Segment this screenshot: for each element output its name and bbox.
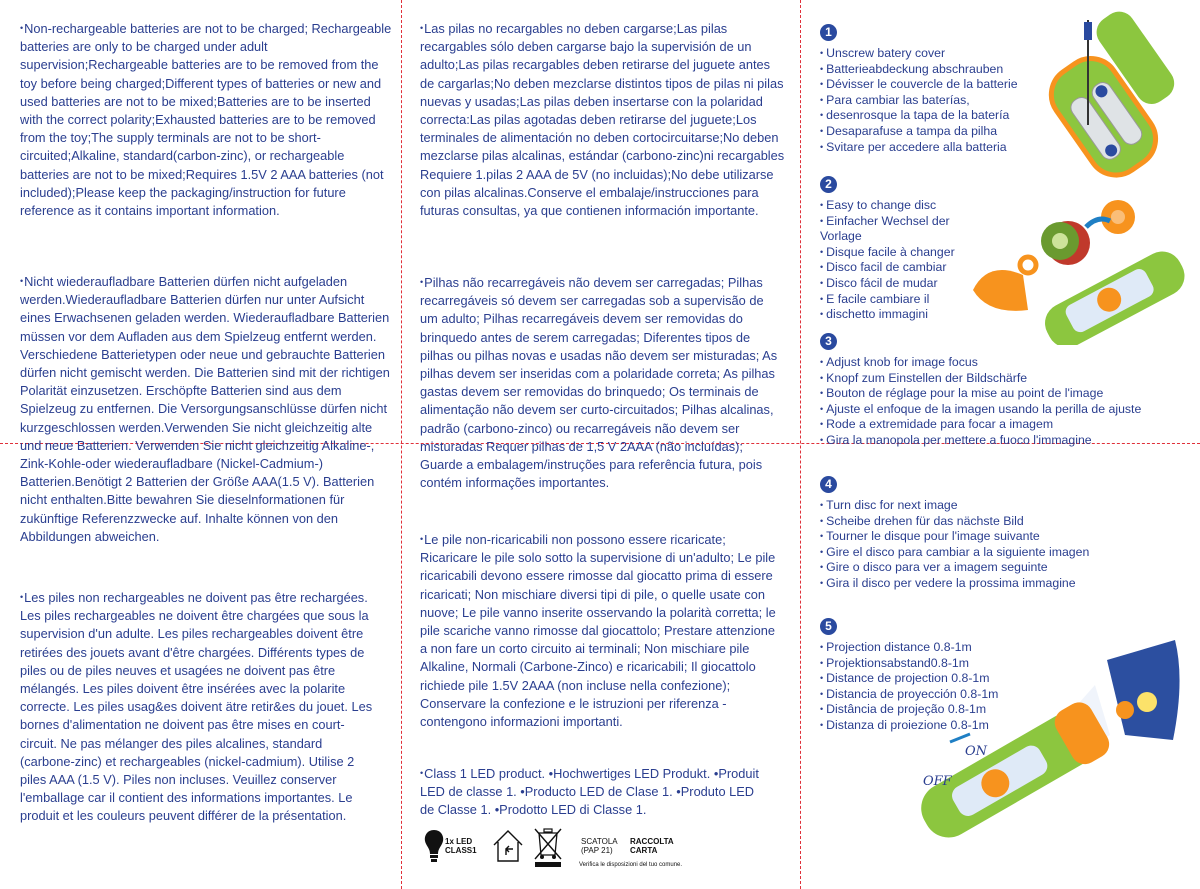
warning-text-de: Nicht wiederaufladbare Batterien dürfen nicht aufgeladen werden.Wiederaufladbare Batterien dürfen nur unter Aufsicht eines Erwachsenen geladen werden. Wiederaufladbare Batterien müssen vor dem Aufladen aus dem Spielzeug entfernt werden. Verschiedene Batterietypen oder neue und gebrauchte Batterien dürfen nicht gemischt werden. Die Batterien sind mit der richtigen Polarität einzusetzen. Erschöpfte Batterien sind aus dem Spielzeug zu entfernen. Die Versorgungsanschlüsse dürfen nicht kurzgeschlossen werden.Verwenden Sie nicht gleichzeitig alte und neue Batterien. Verwenden Sie nicht gleichzeitig Alkaline-, Zink-Kohle-oder wiederaufladbare (Nickel-Cadmium-) Batterien.Benötigt 2 Batterien der Größe AAA(1.5 V). Batterien nicht enthalten.Bitte bewahren Sie dieselnformationen für zukünftige Referenzzwecke auf. Inhalte können von den Abbildungen abweichen.: [20, 274, 390, 544]
step-1-item: • Desaparafuse a tampa da pilha: [820, 124, 1035, 140]
step-2-item: • E facile cambiare il: [820, 292, 970, 308]
step-1-item: • Batterieabdeckung abschrauben: [820, 62, 1035, 78]
step-1-item: • desenrosque la tapa de la batería: [820, 108, 1035, 124]
text-block-fr: [20, 588, 380, 826]
step-3: [820, 333, 1195, 449]
step-number-badge: 4: [820, 476, 837, 493]
bullet-icon: •: [420, 277, 424, 287]
step-5-item: • Distancia de proyección 0.8-1m: [820, 687, 1020, 703]
crossed-bin-icon: [531, 825, 565, 869]
switch-off-label: OFF: [923, 774, 952, 789]
disc-change-illustration: [968, 195, 1193, 345]
torch-battery-illustration: [1030, 10, 1190, 180]
disposal-note: Verifica le disposizioni del tuo comune.: [579, 862, 683, 868]
step-2-item: • Easy to change disc: [820, 198, 970, 214]
step-3-item: • Knopf zum Einstellen der Bildschärfe: [820, 371, 1195, 387]
step-1-item: • Svitare per accedere alla batteria: [820, 140, 1035, 156]
step-number-badge: 1: [820, 24, 837, 41]
step-5-item: • Distanza di proiezione 0.8-1m: [820, 718, 1020, 734]
bullet-icon: •: [20, 23, 24, 33]
step-2: [820, 176, 970, 323]
step-4-item: • Gira il disco per vedere la prossima immagine: [820, 576, 1190, 592]
step-4-item: • Tourner le disque pour l'image suivante: [820, 529, 1190, 545]
step-5-item: • Distância de projeção 0.8-1m: [820, 702, 1020, 718]
step-number-badge: 3: [820, 333, 837, 350]
bullet-icon: •: [420, 534, 424, 544]
warning-text-it: Le pile non-ricaricabili non possono essere ricaricate; Ricaricare le pile solo sotto la supervisione di un'adulto; Le pile ricaricabili devono essere rimosse dal giocatto prima di essere ricaricati; Non mischiare diversi tipi di pile, o quelle usate con nuove; Le pile vanno inserite osservando la polarità corretta; le pile scariche vanno rimosse dal giocattolo; Prestare attenzione a non fare un corto circuito ai terminali; Non mischiare pile Alkaline, Normali (Carbone-Zinco) e ricaricabili; Il giocattolo richiede pile 1.5V 2AAA (non incluse nella confezione); Conservare la confezione e le istruzioni per riferenza - contengono informazioni importanti.: [420, 532, 776, 730]
text-block-pt: [420, 273, 782, 492]
warning-text-fr: Les piles non rechargeables ne doivent pas être rechargées. Les piles rechargeables ne doivent être chargées que sous la supervision d'un adulte. Les piles rechargeables doivent être retirées des jouets avant d'être chargées. Différents types de piles ou de piles neuves et usagées ne doivent pas être mélangés. Les piles doivent être insérées avec la polarite correcte. Les piles usag&es doivent ätre retir&es du jouet. Les bornes d'alimentation ne doivent pas être mises en court-circuit. Ne pas mélanger des piles alcalines, standard (carbone-zinc) et rechargeables (nickel-cadmium). Utilise 2 piles AAA (1.5 V). Piles non incluses. Veuillez conserver l'emballage car il contient des informations importantes. Le produit et les couleurs peuvent différer de la présentation.: [20, 590, 373, 824]
step-4-item: • Scheibe drehen für das nächste Bild: [820, 514, 1190, 530]
fold-line-left: [401, 0, 402, 889]
step-2-item: • Disque facile à changer: [820, 245, 970, 261]
bullet-icon: •: [420, 23, 424, 33]
text-block-en: [20, 19, 392, 220]
step-5-item: • Distance de projection 0.8-1m: [820, 671, 1020, 687]
fold-line-right: [800, 0, 801, 889]
step-3-item: • Bouton de réglage pour la mise au point de l'image: [820, 386, 1195, 402]
step-4-item: • Gire o disco para ver a imagem seguinte: [820, 560, 1190, 576]
led-class-text: Class 1 LED product. •Hochwertiges LED Produkt. •Produit LED de classe 1. •Producto LED de Clase 1. •Produto LED de Classe 1. •Prodotto LED di Classe 1.: [420, 766, 759, 818]
scatola-label: SCATOLA (PAP 21): [581, 837, 618, 855]
raccolta-label: RACCOLTA CARTA: [630, 837, 674, 855]
text-block-es: [420, 19, 785, 220]
text-block-led: [420, 764, 770, 820]
house-return-icon: [491, 827, 525, 867]
bullet-icon: •: [420, 768, 424, 778]
step-2-item: • Disco facil de cambiar: [820, 260, 970, 276]
step-2-item: • dischetto immagini: [820, 307, 970, 323]
step-3-item: • Ajuste el enfoque de la imagen usando la perilla de ajuste: [820, 402, 1195, 418]
step-5-item: • Projection distance 0.8-1m: [820, 640, 1020, 656]
bulb-icon: [423, 828, 445, 868]
switch-on-label: ON: [965, 744, 988, 759]
warning-text-pt: Pilhas não recarregáveis não devem ser carregadas; Pilhas recarregáveis só devem ser carregadas sob a supervisão de um adulto; Pilhas recarregáveis devem ser removidas do brinquedo antes de serem carregadas; Diferentes tipos de pilhas ou pilhas novas e usadas não devem ser misturadas; As pilhas devem ser inseridas com a polaridade correta; As pilhas gastas devem ser removidas do brinquedo; Os terminais de alimentação não devem ser curto-circuitados; Pilhas alcalinas, padrão (carbono-zinco) ou recarregáveis não devem ser misturadas Requer pilhas de 1,5 V 2AAA (não incluídas); Guarde a embalagem/instruções para referência futura, pois contém informações importantes.: [420, 275, 778, 491]
step-1-item: • Dévisser le couvercle de la batterie: [820, 77, 1035, 93]
step-3-item: • Adjust knob for image focus: [820, 355, 1195, 371]
projection-illustration: [885, 630, 1195, 840]
led-label: 1x LED CLASS1: [445, 837, 477, 855]
step-2-item: • Einfacher Wechsel der Vorlage: [820, 214, 970, 245]
step-1: [820, 24, 1035, 155]
step-1-item: • Unscrew batery cover: [820, 46, 1035, 62]
step-number-badge: 2: [820, 176, 837, 193]
step-4: [820, 476, 1190, 592]
text-block-de: [20, 272, 392, 546]
recycling-icons: [423, 825, 683, 875]
step-4-item: • Gire el disco para cambiar a la siguiente imagen: [820, 545, 1190, 561]
step-1-item: • Para cambiar las baterías,: [820, 93, 1035, 109]
step-2-item: • Disco fácil de mudar: [820, 276, 970, 292]
step-5-item: • Projektionsabstand0.8-1m: [820, 656, 1020, 672]
bullet-icon: •: [20, 276, 24, 286]
step-3-item: • Gira la manopola per mettere a fuoco l'immagine: [820, 433, 1195, 449]
bullet-icon: •: [20, 592, 24, 602]
step-4-item: • Turn disc for next image: [820, 498, 1190, 514]
step-3-item: • Rode a extremidade para focar a imagem: [820, 417, 1195, 433]
step-number-badge: 5: [820, 618, 837, 635]
text-block-it: [420, 530, 785, 731]
warning-text-es: Las pilas no recargables no deben cargarse;Las pilas recargables sólo deben cargarse bajo la supervisión de un adulto;Las pilas recargables deben retirarse del juguete antes de cargarlas;No deben mezclarse distintos tipos de pilas ni pilas nuevas y usadas;Las pilas deben insertarse con la polaridad correcta:Las pilas agotadas deben retirarse del juguete;Los terminales de alimentación no deben cortocircuitarse;No deben mezclarse pilas alcalinas, estándar (carbono-zinc)ni recargables Requiere 1.pilas 2 AAA de 5V (no incluidas);No debe utilizarse con pilas alcalinas.Conserve el embalaje/instrucciones para futuras consultas, ya que contienen información importante.: [420, 21, 785, 219]
warning-text-en: Non-rechargeable batteries are not to be charged; Rechargeable batteries are only to be charged under adult supervision;Rechargeable batteries are to be removed from the toy before being charged;Different types of batteries or new and used batteries are not to be mixed;Batteries are to be inserted with the correct polarity;Exhausted batteries are to be removed from the toy;The supply terminals are not to be short-circuited;Alkaline, standard(carbon-zinc), or rechargeable batteries are not to be mixed;Requires 1.5V 2 AAA batteries (not included);Please keep the packaging/instruction for future reference as it contains important information.: [20, 21, 392, 219]
